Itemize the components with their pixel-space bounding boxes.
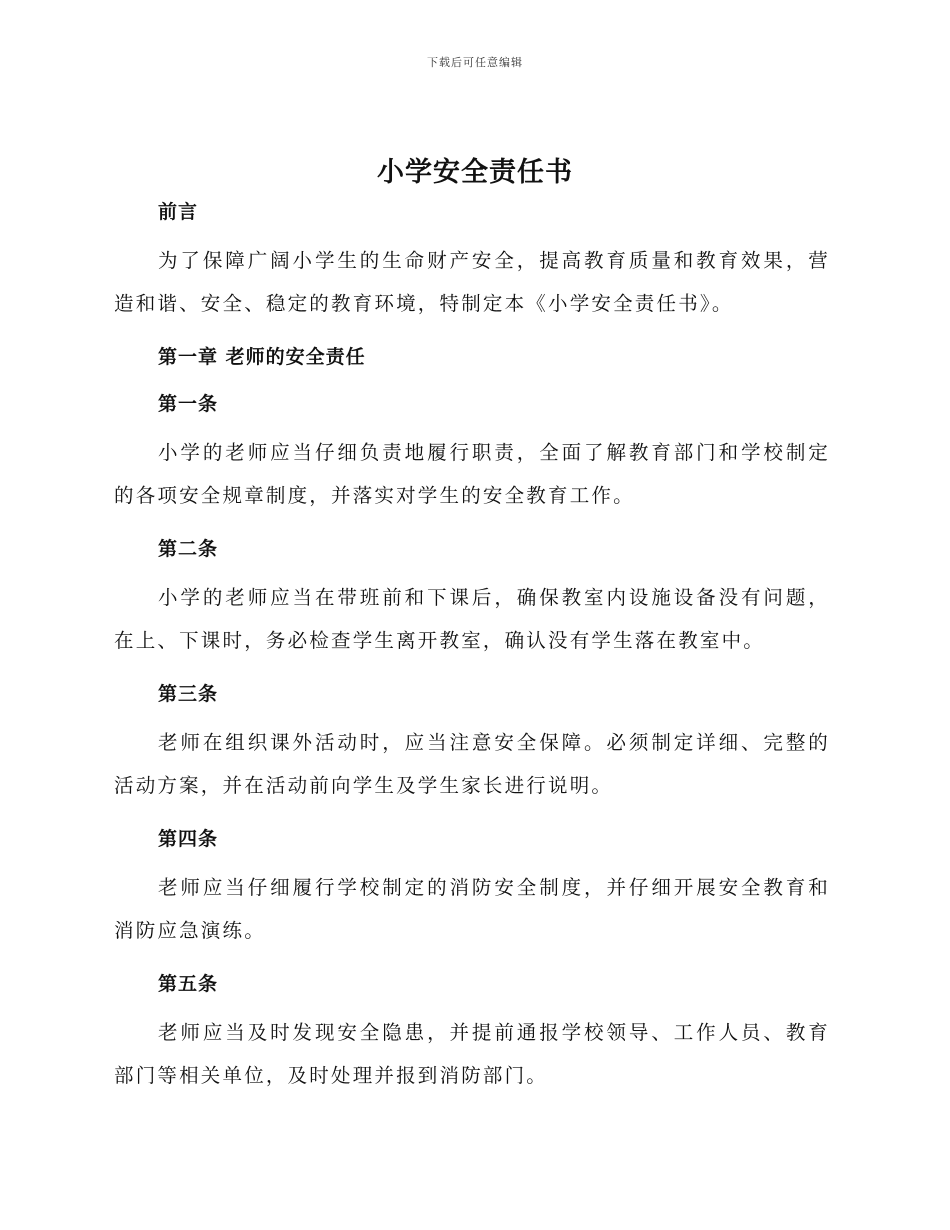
article-paragraph-1: 小学的老师应当仔细负责地履行职责，全面了解教育部门和学校制定的各项安全规章制度，并落实对学生的安全教育工作。 (114, 441, 830, 507)
page-header-note: 下载后可任意编辑 (427, 56, 523, 69)
article-paragraph-3: 老师在组织课外活动时，应当注意安全保障。必须制定详细、完整的活动方案，并在活动前向学生及学生家长进行说明。 (114, 731, 830, 797)
document-title: 小学安全责任书 (377, 157, 573, 188)
article-heading-4: 第四条 (158, 828, 219, 850)
article-heading-3: 第三条 (158, 683, 219, 705)
article-paragraph-2: 小学的老师应当在带班前和下课后，确保教室内设施设备没有问题，在上、下课时，务必检查学生离开教室，确认没有学生落在教室中。 (114, 586, 830, 652)
article-heading-1: 第一条 (158, 393, 219, 415)
article-heading-2: 第二条 (158, 538, 219, 560)
section-paragraph-preface: 为了保障广阔小学生的生命财产安全，提高教育质量和教育效果，营造和谐、安全、稳定的教育环境，特制定本《小学安全责任书》。 (114, 249, 830, 315)
article-paragraph-4: 老师应当仔细履行学校制定的消防安全制度，并仔细开展安全教育和消防应急演练。 (114, 876, 830, 942)
article-paragraph-5: 老师应当及时发现安全隐患，并提前通报学校领导、工作人员、教育部门等相关单位，及时处理并报到消防部门。 (114, 1021, 830, 1087)
document-body (114, 192, 830, 1109)
article-heading-5: 第五条 (158, 973, 219, 995)
section-heading-preface: 前言 (158, 201, 199, 223)
chapter-heading: 第一章 老师的安全责任 (158, 346, 366, 368)
